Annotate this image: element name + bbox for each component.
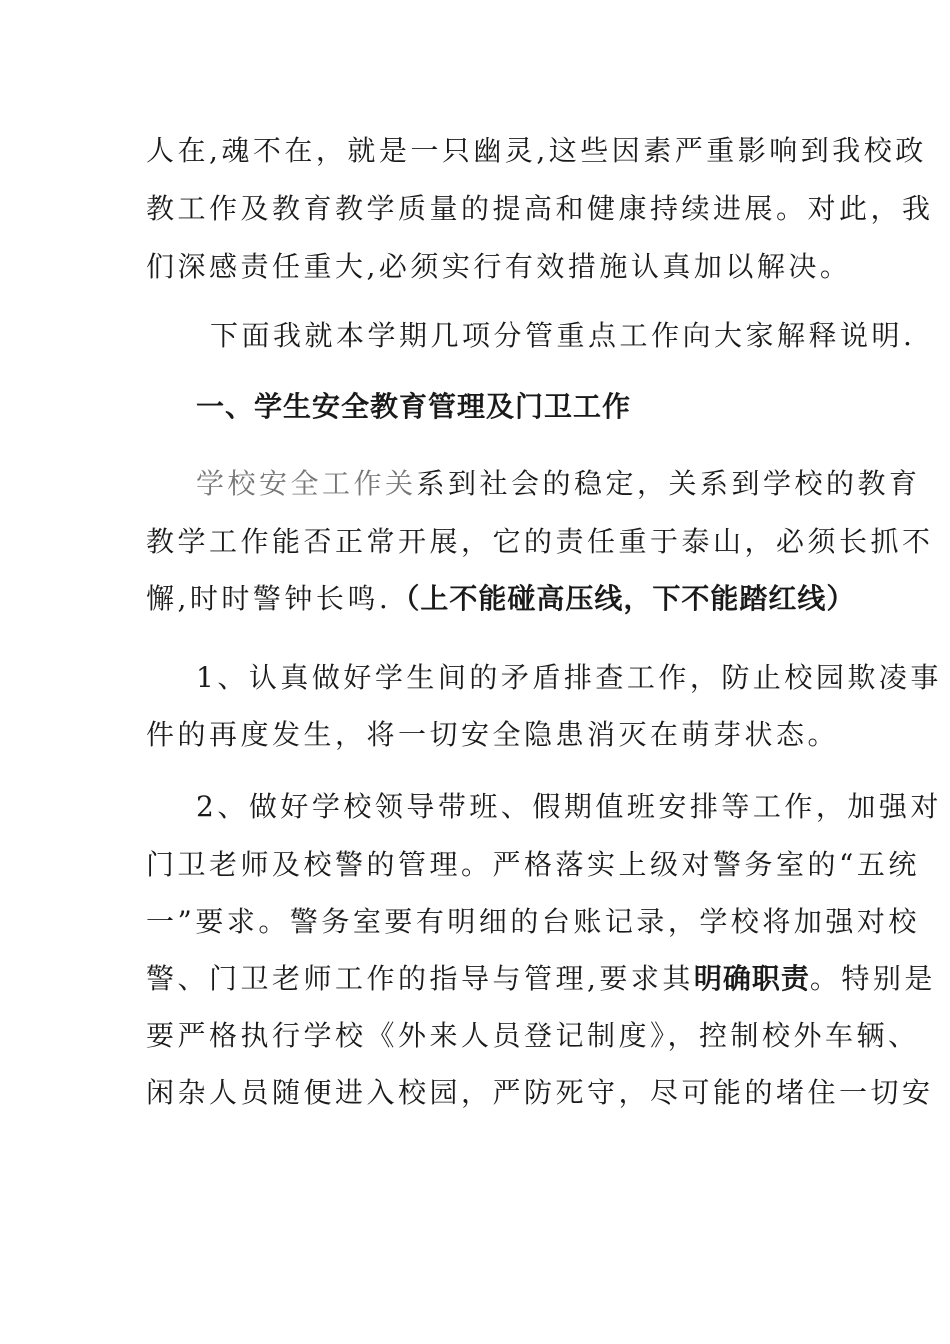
paragraph-line: 闲杂人员随便进入校园，严防死守，尽可能的堵住一切安 xyxy=(146,1076,934,1109)
text-span: 系到社会的稳定，关系到学校的教育 xyxy=(416,467,921,500)
paragraph-line: 人在,魂不在，就是一只幽灵,这些因素严重影响到我校政 xyxy=(146,134,927,167)
bold-text: 明确职责 xyxy=(693,962,810,995)
paragraph-line: 下面我就本学期几项分管重点工作向大家解释说明. xyxy=(210,319,916,352)
paragraph-line xyxy=(196,464,921,504)
section-heading: 一、学生安全教育管理及门卫工作 xyxy=(196,390,632,423)
list-item-line: 1、认真做好学生间的矛盾排查工作，防止校园欺凌事 xyxy=(196,661,942,694)
text-span: 懈,时时警钟长鸣. xyxy=(146,582,392,615)
paragraph-line: 门卫老师及校警的管理。严格落实上级对警务室的“五统 xyxy=(146,848,920,881)
paragraph-line: 要严格执行学校《外来人员登记制度》，控制校外车辆、 xyxy=(146,1019,920,1052)
paragraph-line: 教学工作能否正常开展，它的责任重于泰山，必须长抓不 xyxy=(146,525,934,558)
paragraph-line: 一”要求。警务室要有明细的台账记录，学校将加强对校 xyxy=(146,905,920,938)
bold-note: （上不能碰高压线，下不能踏红线） xyxy=(391,582,856,615)
paragraph-line xyxy=(146,959,936,999)
text-span: 。特别是 xyxy=(809,962,936,995)
highlighted-text: 学校安全工作关 xyxy=(196,467,417,500)
paragraph-line xyxy=(146,579,855,619)
paragraph-line: 们深感责任重大,必须实行有效措施认真加以解决。 xyxy=(146,250,852,283)
list-item-line: 2、做好学校领导带班、假期值班安排等工作，加强对 xyxy=(196,790,942,823)
paragraph-line: 教工作及教育教学质量的提高和健康持续进展。对此，我 xyxy=(146,192,934,225)
paragraph-line: 件的再度发生，将一切安全隐患消灭在萌芽状态。 xyxy=(146,718,840,751)
text-span: 警、门卫老师工作的指导与管理,要求其 xyxy=(146,962,694,995)
